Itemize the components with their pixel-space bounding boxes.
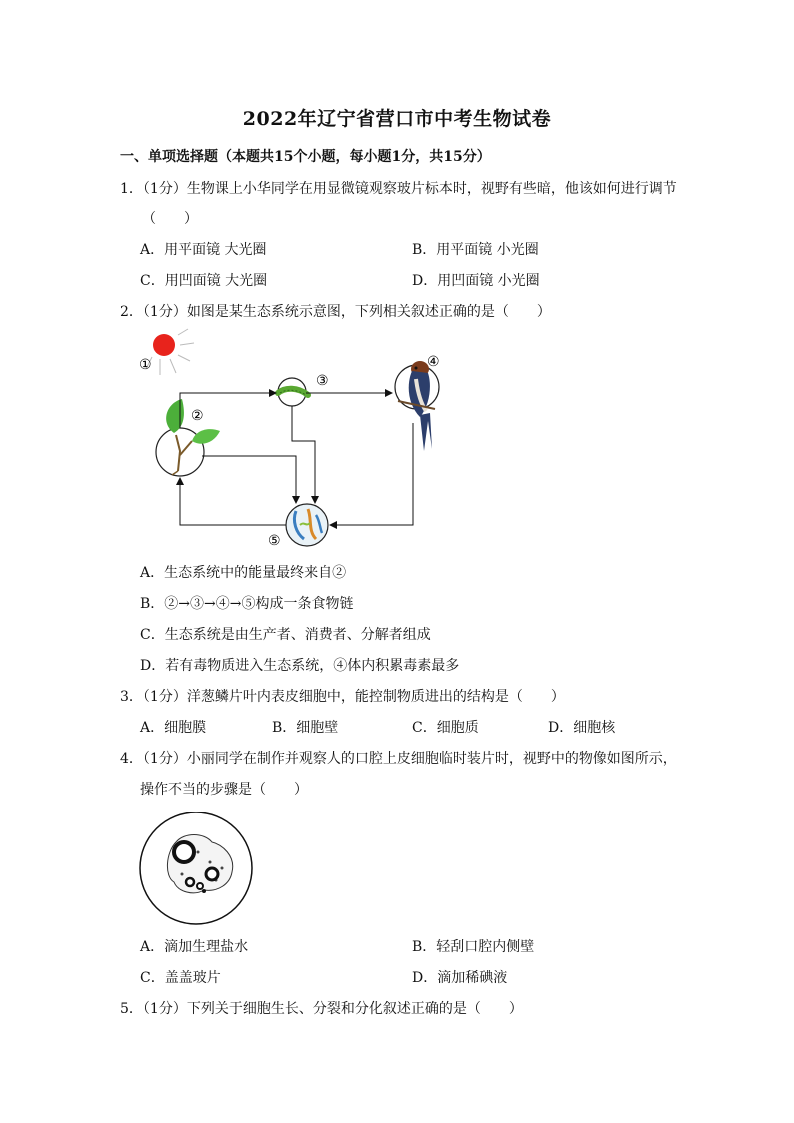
label-4: ④ bbox=[427, 354, 440, 370]
label-3: ③ bbox=[316, 373, 329, 389]
decomposer-bacteria-icon bbox=[286, 504, 328, 546]
q1-paren: （ ） bbox=[142, 211, 198, 227]
plant-icon bbox=[156, 399, 220, 476]
q3-option-b[interactable]: B．细胞壁 bbox=[272, 720, 339, 736]
swallow-bird-icon bbox=[395, 361, 439, 451]
q1-option-d[interactable]: D．用凹面镜 小光圈 bbox=[412, 273, 540, 289]
q3-option-c[interactable]: C．细胞质 bbox=[412, 720, 479, 736]
q3-stem: 3．（1分）洋葱鳞片叶内表皮细胞中，能控制物质进出的结构是（ ） bbox=[120, 689, 565, 705]
q4-option-c[interactable]: C．盖盖玻片 bbox=[140, 970, 221, 986]
page-title: 2022年辽宁省营口市中考生物试卷 bbox=[242, 108, 552, 130]
q4-option-a[interactable]: A．滴加生理盐水 bbox=[140, 939, 249, 955]
q1-option-b[interactable]: B．用平面镜 小光圈 bbox=[412, 242, 539, 258]
q5-stem: 5．（1分）下列关于细胞生长、分裂和分化叙述正确的是（ ） bbox=[120, 1001, 523, 1017]
q4-stem-line1: 4．（1分）小丽同学在制作并观察人的口腔上皮细胞临时装片时，视野中的物像如图所示， bbox=[120, 751, 677, 767]
q2-option-d[interactable]: D．若有毒物质进入生态系统，④体内积累毒素最多 bbox=[140, 658, 460, 674]
q1-stem: 1．（1分）生物课上小华同学在用显微镜观察玻片标本时，视野有些暗，他该如何进行调节 bbox=[120, 181, 677, 197]
q3-option-d[interactable]: D．细胞核 bbox=[548, 720, 616, 736]
q4-option-b[interactable]: B．轻刮口腔内侧壁 bbox=[412, 939, 535, 955]
q4-stem-line2: 操作不当的步骤是（ ） bbox=[140, 782, 308, 798]
caterpillar-icon bbox=[278, 378, 308, 406]
label-1: ① bbox=[139, 357, 152, 373]
q2-option-a[interactable]: A．生态系统中的能量最终来自② bbox=[140, 565, 347, 581]
ecosystem-diagram bbox=[130, 325, 460, 555]
q3-option-a[interactable]: A．细胞膜 bbox=[140, 720, 207, 736]
q2-option-c[interactable]: C．生态系统是由生产者、消费者、分解者组成 bbox=[140, 627, 431, 643]
section-heading: 一、单项选择题（本题共15个小题，每小题1分，共15分） bbox=[120, 149, 491, 165]
label-2: ② bbox=[191, 408, 204, 424]
label-5: ⑤ bbox=[268, 533, 281, 549]
sun-icon bbox=[146, 329, 194, 375]
q2-stem: 2．（1分）如图是某生态系统示意图，下列相关叙述正确的是（ ） bbox=[120, 304, 551, 320]
q1-option-c[interactable]: C．用凹面镜 大光圈 bbox=[140, 273, 268, 289]
q1-option-a[interactable]: A．用平面镜 大光圈 bbox=[140, 242, 267, 258]
q4-option-d[interactable]: D．滴加稀碘液 bbox=[412, 970, 508, 986]
microscope-view-figure bbox=[138, 812, 258, 927]
q2-option-b[interactable]: B．②→③→④→⑤构成一条食物链 bbox=[140, 596, 354, 612]
